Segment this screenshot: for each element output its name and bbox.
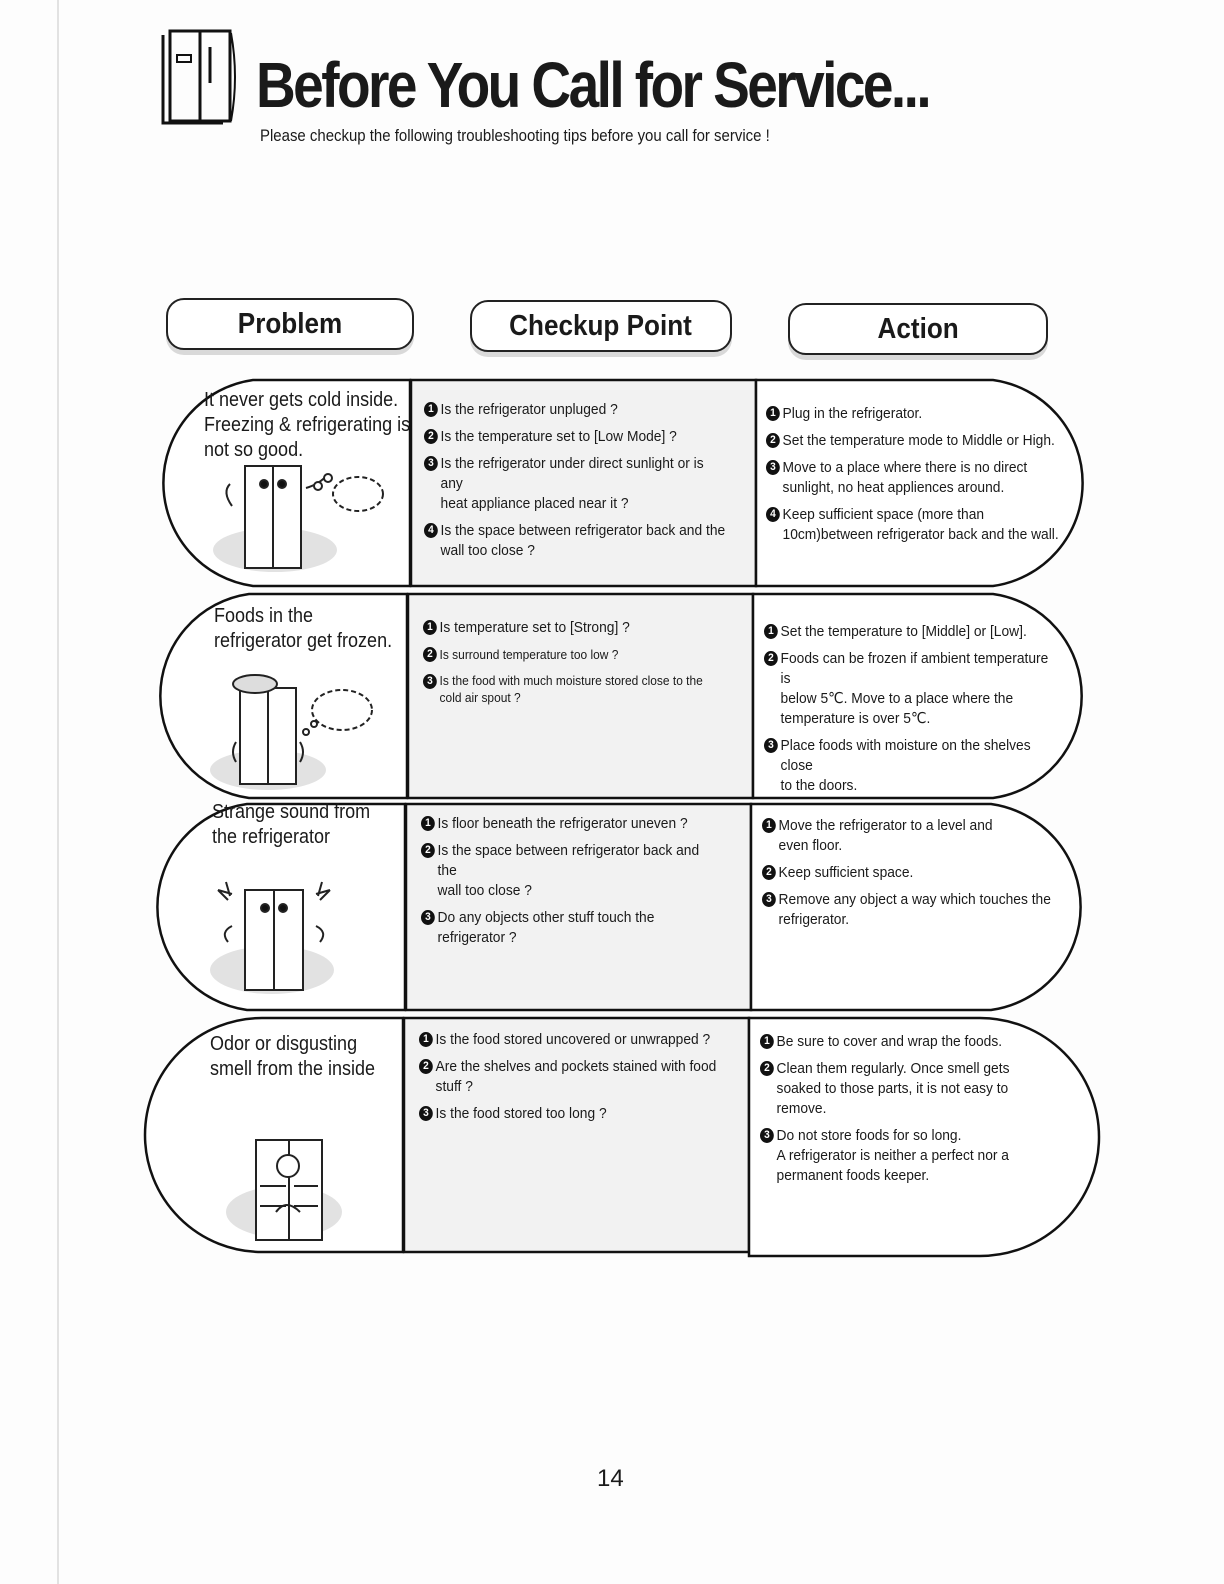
- checkup-cell: [419, 1030, 744, 1131]
- checkup-item: 3 Is the food with much moisture stored close to the cold air spout ?: [423, 672, 722, 706]
- checkup-item: 1 Is the refrigerator unpluged ?: [424, 400, 728, 420]
- checkup-item: 2 Is the temperature set to [Low Mode] ?: [424, 427, 728, 447]
- action-cell: [766, 404, 1086, 552]
- problem-text: Foods in the refrigerator get frozen.: [214, 605, 393, 652]
- numeral-badge: 1: [424, 402, 438, 417]
- trouble-row-3: [0, 802, 1224, 1014]
- numeral-badge: 3: [764, 738, 778, 753]
- checkup-item: 2 Is surround temperature too low ?: [423, 645, 722, 665]
- numeral-badge: 2: [424, 429, 438, 444]
- numeral-badge: 3: [421, 910, 435, 925]
- numeral-badge: 1: [762, 818, 776, 833]
- trouble-row-4: [0, 1016, 1224, 1260]
- numeral-badge: 1: [423, 620, 437, 635]
- action-item: 2 Foods can be frozen if ambient temperature is below 5℃. Move to a place where the temperature is over 5℃.: [764, 649, 1058, 729]
- numeral-badge: 4: [424, 523, 438, 538]
- trouble-row-2: [0, 592, 1224, 802]
- numeral-badge: 1: [419, 1032, 433, 1047]
- numeral-badge: 3: [760, 1128, 774, 1143]
- checkup-item: 1 Is temperature set to [Strong] ?: [423, 618, 722, 638]
- checkup-cell: [423, 618, 748, 713]
- numeral-badge: 1: [760, 1034, 774, 1049]
- numeral-badge: 2: [760, 1061, 774, 1076]
- problem-text: Strange sound from the refrigerator: [212, 801, 371, 848]
- action-cell: [760, 1032, 1080, 1193]
- numeral-badge: 2: [423, 647, 437, 662]
- numeral-badge: 4: [766, 507, 780, 522]
- checkup-item: 3 Is the refrigerator under direct sunlight or is any heat appliance placed near it ?: [424, 454, 728, 514]
- action-cell: [764, 622, 1084, 803]
- numeral-badge: 3: [423, 674, 437, 689]
- checkup-item: 4 Is the space between refrigerator back and the wall too close ?: [424, 521, 728, 561]
- checkup-item: 3 Do any objects other stuff touch the refrigerator ?: [421, 908, 720, 948]
- checkup-item: 1 Is floor beneath the refrigerator uneven ?: [421, 814, 720, 834]
- action-cell: [762, 816, 1082, 937]
- problem-column-header: Problem: [166, 298, 414, 350]
- action-item: 2 Set the temperature mode to Middle or High.: [766, 431, 1060, 451]
- trouble-row-1: [0, 378, 1224, 590]
- action-item: 3 Remove any object a way which touches the refrigerator.: [762, 890, 1056, 930]
- action-item: 1 Be sure to cover and wrap the foods.: [760, 1032, 1054, 1052]
- numeral-badge: 1: [764, 624, 778, 639]
- action-column-header: Action: [788, 303, 1048, 355]
- action-item: 3 Place foods with moisture on the shelves close to the doors.: [764, 736, 1058, 796]
- checkup-cell: [424, 400, 754, 568]
- action-item: 2 Keep sufficient space.: [762, 863, 1056, 883]
- action-item: 1 Plug in the refrigerator.: [766, 404, 1060, 424]
- page-subtitle: Please checkup the following troubleshooting tips before you call for service !: [260, 126, 770, 145]
- action-item: 1 Set the temperature to [Middle] or [Low].: [764, 622, 1058, 642]
- numeral-badge: 3: [424, 456, 438, 471]
- numeral-badge: 2: [421, 843, 435, 858]
- checkup-cell: [421, 814, 746, 955]
- action-item: 3 Move to a place where there is no direct sunlight, no heat appliences around.: [766, 458, 1060, 498]
- numeral-badge: 2: [764, 651, 778, 666]
- action-item: 3 Do not store foods for so long. A refrigerator is neither a perfect nor a permanent foods keeper.: [760, 1126, 1054, 1186]
- checkup-column-header: Checkup Point: [470, 300, 732, 352]
- numeral-badge: 3: [762, 892, 776, 907]
- numeral-badge: 2: [766, 433, 780, 448]
- page-number: 14: [597, 1465, 624, 1492]
- action-item: 2 Clean them regularly. Once smell gets soaked to those parts, it is not easy to remove.: [760, 1059, 1054, 1119]
- action-item: 4 Keep sufficient space (more than 10cm)between refrigerator back and the wall.: [766, 505, 1060, 545]
- page-title: Before You Call for Service...: [256, 49, 930, 121]
- numeral-badge: 1: [766, 406, 780, 421]
- numeral-badge: 2: [762, 865, 776, 880]
- refrigerator-icon: [155, 25, 240, 130]
- problem-text: It never gets cold inside. Freezing & refrigerating is not so good.: [204, 389, 411, 461]
- numeral-badge: 3: [419, 1106, 433, 1121]
- checkup-item: 2 Are the shelves and pockets stained with food stuff ?: [419, 1057, 718, 1097]
- numeral-badge: 2: [419, 1059, 433, 1074]
- checkup-item: 2 Is the space between refrigerator back and the wall too close ?: [421, 841, 720, 901]
- numeral-badge: 3: [766, 460, 780, 475]
- action-item: 1 Move the refrigerator to a level and even floor.: [762, 816, 1056, 856]
- checkup-item: 3 Is the food stored too long ?: [419, 1104, 718, 1124]
- problem-text: Odor or disgusting smell from the inside: [210, 1033, 376, 1080]
- checkup-item: 1 Is the food stored uncovered or unwrapped ?: [419, 1030, 718, 1050]
- numeral-badge: 1: [421, 816, 435, 831]
